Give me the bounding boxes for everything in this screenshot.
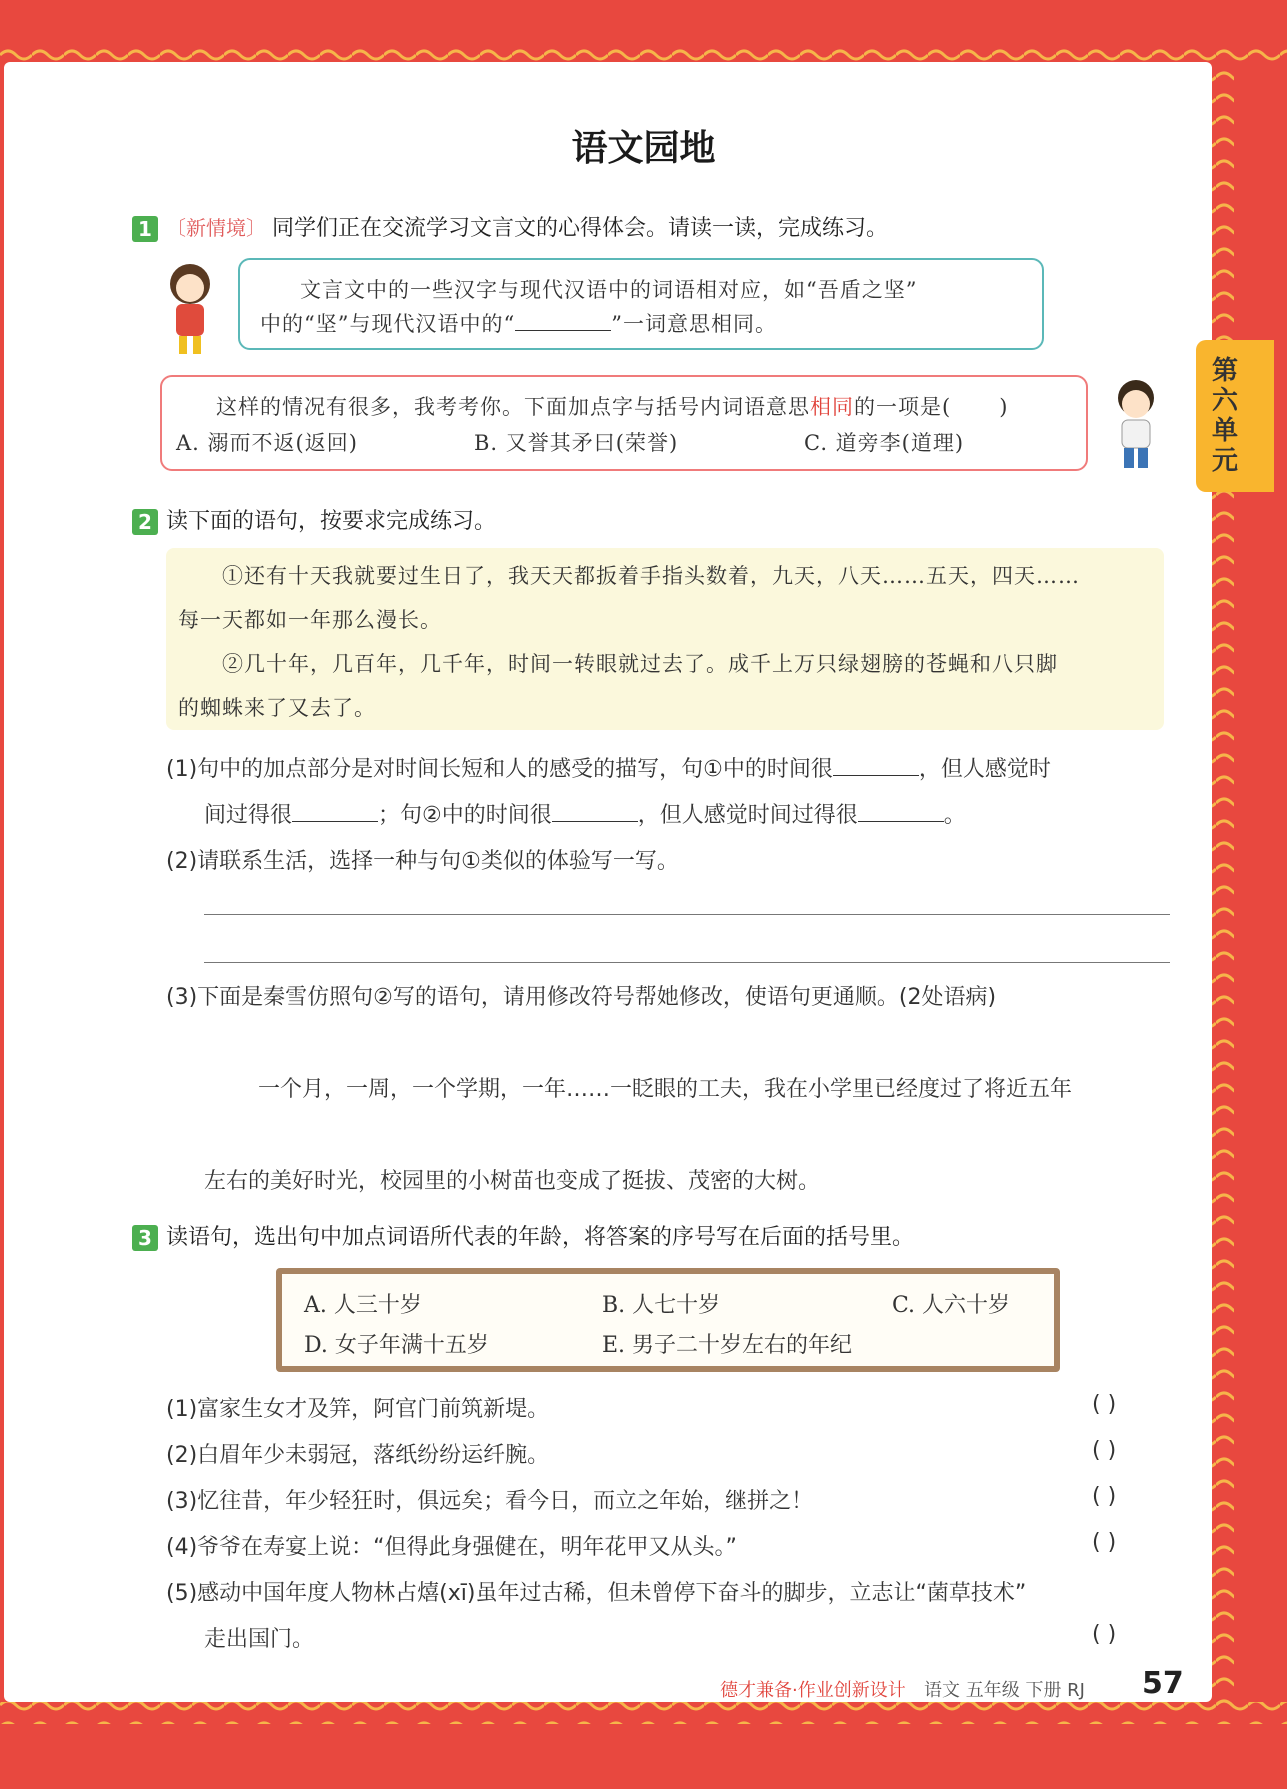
q3-item-1: (1)富家生女才及笄，阿官门前筑新堤。 bbox=[166, 1397, 550, 1422]
q3-answer-paren-5[interactable]: ( ) bbox=[1092, 1622, 1117, 1647]
footer-brand: 德才兼备·作业创新设计 bbox=[720, 1680, 906, 1701]
footer-info: 语文 五年级 下册 RJ bbox=[924, 1680, 1085, 1701]
q1-option-b: B. 又誉其矛曰(荣誉) bbox=[474, 431, 679, 455]
speech-bubble-boy bbox=[160, 375, 1088, 471]
unit-tab-label: 第六单元 bbox=[1212, 356, 1239, 476]
answer-choices-board bbox=[276, 1268, 1060, 1372]
blank-field-4[interactable] bbox=[858, 803, 944, 822]
page-number: 57 bbox=[1142, 1666, 1184, 1701]
bubble2-text-a: 这样的情况有很多，我考考你。下面加点字与括号内词语意思 bbox=[216, 395, 810, 419]
blank-field-2[interactable] bbox=[292, 803, 378, 822]
q1-header bbox=[132, 211, 888, 242]
bubble2-paren-close: ) bbox=[999, 395, 1009, 419]
choice-e: E. 男子二十岁左右的年纪 bbox=[602, 1333, 853, 1358]
q2-sub2: (2)请联系生活，选择一种与句①类似的体验写一写。 bbox=[166, 849, 679, 874]
q2-sub1-text-c: 间过得很 bbox=[204, 803, 293, 828]
q2-sub3-sentence-line2[interactable]: 左右的美好时光，校园里的小树苗也变成了挺拔、茂密的大树。 bbox=[204, 1169, 821, 1194]
choice-d: D. 女子年满十五岁 bbox=[304, 1333, 489, 1358]
reading-passage bbox=[166, 548, 1164, 730]
q1-number: 1 bbox=[132, 216, 158, 242]
q2-sub1-text-a: (1)句中的加点部分是对时间长短和人的感受的描写，句①中的时间很 bbox=[166, 757, 833, 782]
q3-header bbox=[132, 1220, 914, 1251]
blank-field-1[interactable] bbox=[833, 757, 919, 776]
q2-sub3: (3)下面是秦雪仿照句②写的语句，请用修改符号帮她修改，使语句更通顺。(2处语病) bbox=[166, 985, 997, 1010]
bubble2-highlight: 相同 bbox=[810, 395, 854, 419]
q2-sub3-sentence-line1[interactable]: 一个月，一周，一个学期，一年……一眨眼的工夫，我在小学里已经度过了将近五年 bbox=[258, 1077, 1073, 1102]
passage-line-3: ②几十年，几百年，几千年，时间一转眼就过去了。成千上万只绿翅膀的苍蝇和八只脚 bbox=[222, 652, 1058, 676]
choice-a: A. 人三十岁 bbox=[304, 1293, 422, 1318]
q3-answer-paren-3[interactable]: ( ) bbox=[1092, 1484, 1117, 1509]
girl-illustration bbox=[160, 258, 220, 358]
bubble1-line1: 文言文中的一些汉字与现代汉语中的词语相对应，如“吾盾之坚” bbox=[300, 278, 918, 302]
q2-sub1-line2 bbox=[204, 798, 966, 829]
q3-number: 3 bbox=[132, 1225, 158, 1251]
q3-item-5-cont: 走出国门。 bbox=[204, 1627, 315, 1652]
q2-sub1-text-f: 。 bbox=[943, 803, 966, 828]
q3-item-5: (5)感动中国年度人物林占熺(xī)虽年过古稀，但未曾停下奋斗的脚步，立志让“菌草技术” bbox=[166, 1581, 1027, 1606]
q2-prompt: 读下面的语句，按要求完成练习。 bbox=[166, 509, 497, 534]
unit-tab bbox=[1196, 340, 1274, 492]
writing-line-2[interactable] bbox=[204, 962, 1170, 963]
q3-answer-paren-2[interactable]: ( ) bbox=[1092, 1438, 1117, 1463]
page-title: 语文园地 bbox=[571, 128, 716, 169]
q3-prompt: 读语句，选出句中加点词语所代表的年龄，将答案的序号写在后面的括号里。 bbox=[166, 1225, 915, 1250]
q2-sub1-text-b: ，但人感觉时 bbox=[918, 757, 1051, 782]
q3-answer-paren-4[interactable]: ( ) bbox=[1092, 1530, 1117, 1555]
q1-prompt: 同学们正在交流学习文言文的心得体会。请读一读，完成练习。 bbox=[272, 216, 889, 241]
bubble2-text-b: 的一项是( bbox=[854, 395, 952, 419]
passage-line-1: ①还有十天我就要过生日了，我天天都扳着手指头数着，九天，八天……五天，四天…… bbox=[222, 564, 1080, 588]
q3-item-3: (3)忆往昔，年少轻狂时，俱远矣；看今日，而立之年始，继拼之！ bbox=[166, 1489, 814, 1514]
passage-line-2: 每一天都如一年那么漫长。 bbox=[178, 608, 442, 632]
bubble1-text-a: 中的“坚”与现代汉语中的“ bbox=[260, 312, 516, 336]
q3-answer-paren-1[interactable]: ( ) bbox=[1092, 1392, 1117, 1417]
q3-item-2: (2)白眉年少未弱冠，落纸纷纷运纤腕。 bbox=[166, 1443, 550, 1468]
bubble1-line2 bbox=[260, 308, 777, 338]
blank-field-3[interactable] bbox=[552, 803, 638, 822]
boy-illustration bbox=[1104, 376, 1164, 472]
q2-header bbox=[132, 504, 496, 535]
q1-option-c: C. 道旁李(道理) bbox=[804, 431, 965, 455]
q3-item-4: (4)爷爷在寿宴上说：“但得此身强健在，明年花甲又从头。” bbox=[166, 1535, 737, 1560]
speech-bubble-girl bbox=[238, 258, 1044, 350]
bubble2-line1 bbox=[216, 391, 1008, 421]
q2-sub1-line1 bbox=[166, 752, 1051, 783]
q2-sub1-text-d: ；句②中的时间很 bbox=[378, 803, 552, 828]
passage-line-4: 的蜘蛛来了又去了。 bbox=[178, 696, 376, 720]
q1-tag: 〔新情境〕 bbox=[166, 216, 266, 240]
bubble1-text-b: ”一词意思相同。 bbox=[611, 312, 777, 336]
q1-option-a: A. 溺而不返(返回) bbox=[176, 431, 358, 455]
q2-sub1-text-e: ，但人感觉时间过得很 bbox=[637, 803, 858, 828]
choice-b: B. 人七十岁 bbox=[602, 1293, 721, 1318]
q2-number: 2 bbox=[132, 509, 158, 535]
writing-line-1[interactable] bbox=[204, 914, 1170, 915]
choice-c: C. 人六十岁 bbox=[892, 1293, 1011, 1318]
blank-answer-field[interactable] bbox=[515, 312, 611, 331]
